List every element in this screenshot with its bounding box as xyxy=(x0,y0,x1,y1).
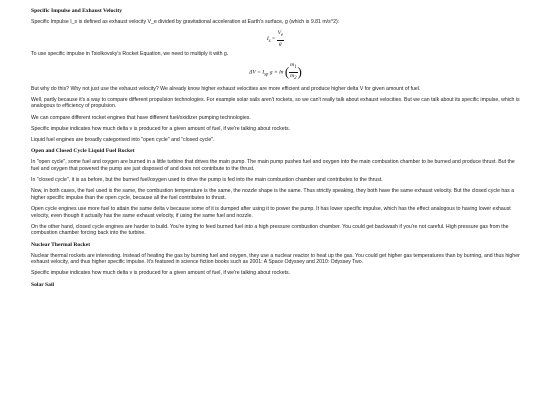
paragraph: In "closed cycle", it is as before, but the burned fuel/oxygen used to drive the pump is fed into the main combustion chamber and contributes to the thrust. xyxy=(31,177,383,184)
paragraph: Liquid fuel engines are broadly categorised into "open cycle" and "closed cycle". xyxy=(31,137,215,144)
eq2-fraction xyxy=(289,62,297,82)
paragraph: Nuclear thermal rockets are interesting. Instead of heating the gas by burning fuel and oxygen, they use a nuclear reactor to heat up the gas. You could get higher gas temperatures than by burning, and thus higher exhaust velocity, and thus higher specific impulse. It's featured in science fiction books such as 2001: A Space Odyssey and 2010: Odyssey Two. xyxy=(31,252,520,266)
eq2-mid: g × ln xyxy=(268,69,284,76)
eq-denominator: g xyxy=(278,40,282,47)
eq-equals: = xyxy=(270,36,277,43)
paragraph: Now, in both cases, the fuel used is the same, the combustion temperature is the same, the nozzle shape is the same. Thus strictly speaking, they both have the same exhaust velocity. But the closed cycle has a higher specific impulse than the open cycle, because all the fuel contributes to thrust. xyxy=(31,188,515,201)
eq-numerator: $V_e$ xyxy=(277,30,285,41)
eq2-lhs: ΔV = I xyxy=(249,69,265,76)
paragraph: We can compare different rocket engines that have different fuel/oxidizer pumping technologies. xyxy=(31,114,251,121)
section-heading-solar-sail: Solar Sail xyxy=(31,281,55,288)
paragraph: On the other hand, closed cycle engines are harder to build. You're trying to feed burned fuel into a high pressure combustion chamber. You could get backwash if you're not careful. High pressure gas from the combustion chamber forcing back into the turbine. xyxy=(31,223,509,237)
paragraph: Specific impulse indicates how much delta v is produced for a given amount of fuel, if we're talking about rockets. xyxy=(31,125,291,132)
eq-lhs-sub: s xyxy=(268,39,271,45)
eq2-lhs-sub: sp xyxy=(264,72,269,78)
paragraph: Specific Impulse I_s is defined as exhaust velocity V_e divided by gravitational acceleration at Earth's surface, g (which is 9.81 m/s^2): xyxy=(31,19,340,25)
section-heading-specific-impulse: Specific Impulse and Exhaust Velocity xyxy=(31,8,123,14)
paragraph: Open cycle engines use more fuel to attain the same delta v because some of it is dumped after using it to power the pump. It has lower specific impulse, which has the effect analogous to having lower exhaust velocity, even though it actually has the same exhaust velocity, if using the same fuel and nozzle. xyxy=(31,205,511,219)
equation-specific-impulse xyxy=(31,30,520,47)
paragraph: In "open cycle", some fuel and oxygen are burned in a little turbine that drives the main pump. The main pump pushes fuel and oxygen into the main combustion chamber to be burned and produce thrust. But the fuel and oxygen that powered the pump are just disposed of and does not contribute to the thrust. xyxy=(31,159,515,172)
paragraph: To use specific impulse in Tsiolkovsky's Rocket Equation, we need to multiply it with g. xyxy=(31,51,229,58)
eq2-denominator: $m_2$ xyxy=(290,73,297,82)
eq-lhs: I xyxy=(266,36,269,43)
section-heading-nuclear: Nuclear Thermal Rocket xyxy=(31,241,91,248)
section-heading-open-closed: Open and Closed Cycle Liquid Fuel Rocket xyxy=(31,148,135,155)
paragraph: But why do this? Why not just use the exhaust velocity? We already know higher exhaust velocities are more efficient and produce higher delta V for given amount of fuel. xyxy=(31,85,421,92)
eq2-numerator: $m_1$ xyxy=(289,62,297,73)
equation-rocket: $\Delta V = I_{sp}$ g × ln ( $\frac{m_1}{m_2}$ ) xyxy=(249,62,302,82)
paragraph: Specific impulse indicates how much delta v is produced for a given amount of fuel, if we're talking about rockets. xyxy=(31,270,291,277)
eq-fraction xyxy=(277,30,285,47)
paragraph: Well, partly because it's a way to compare different propulsion technologies. For example solar sails aren't rockets, so we can't really talk about exhaust velocities. But we can talk about its specific impulse, which is analogous to efficiency of propulsion. xyxy=(31,96,520,110)
